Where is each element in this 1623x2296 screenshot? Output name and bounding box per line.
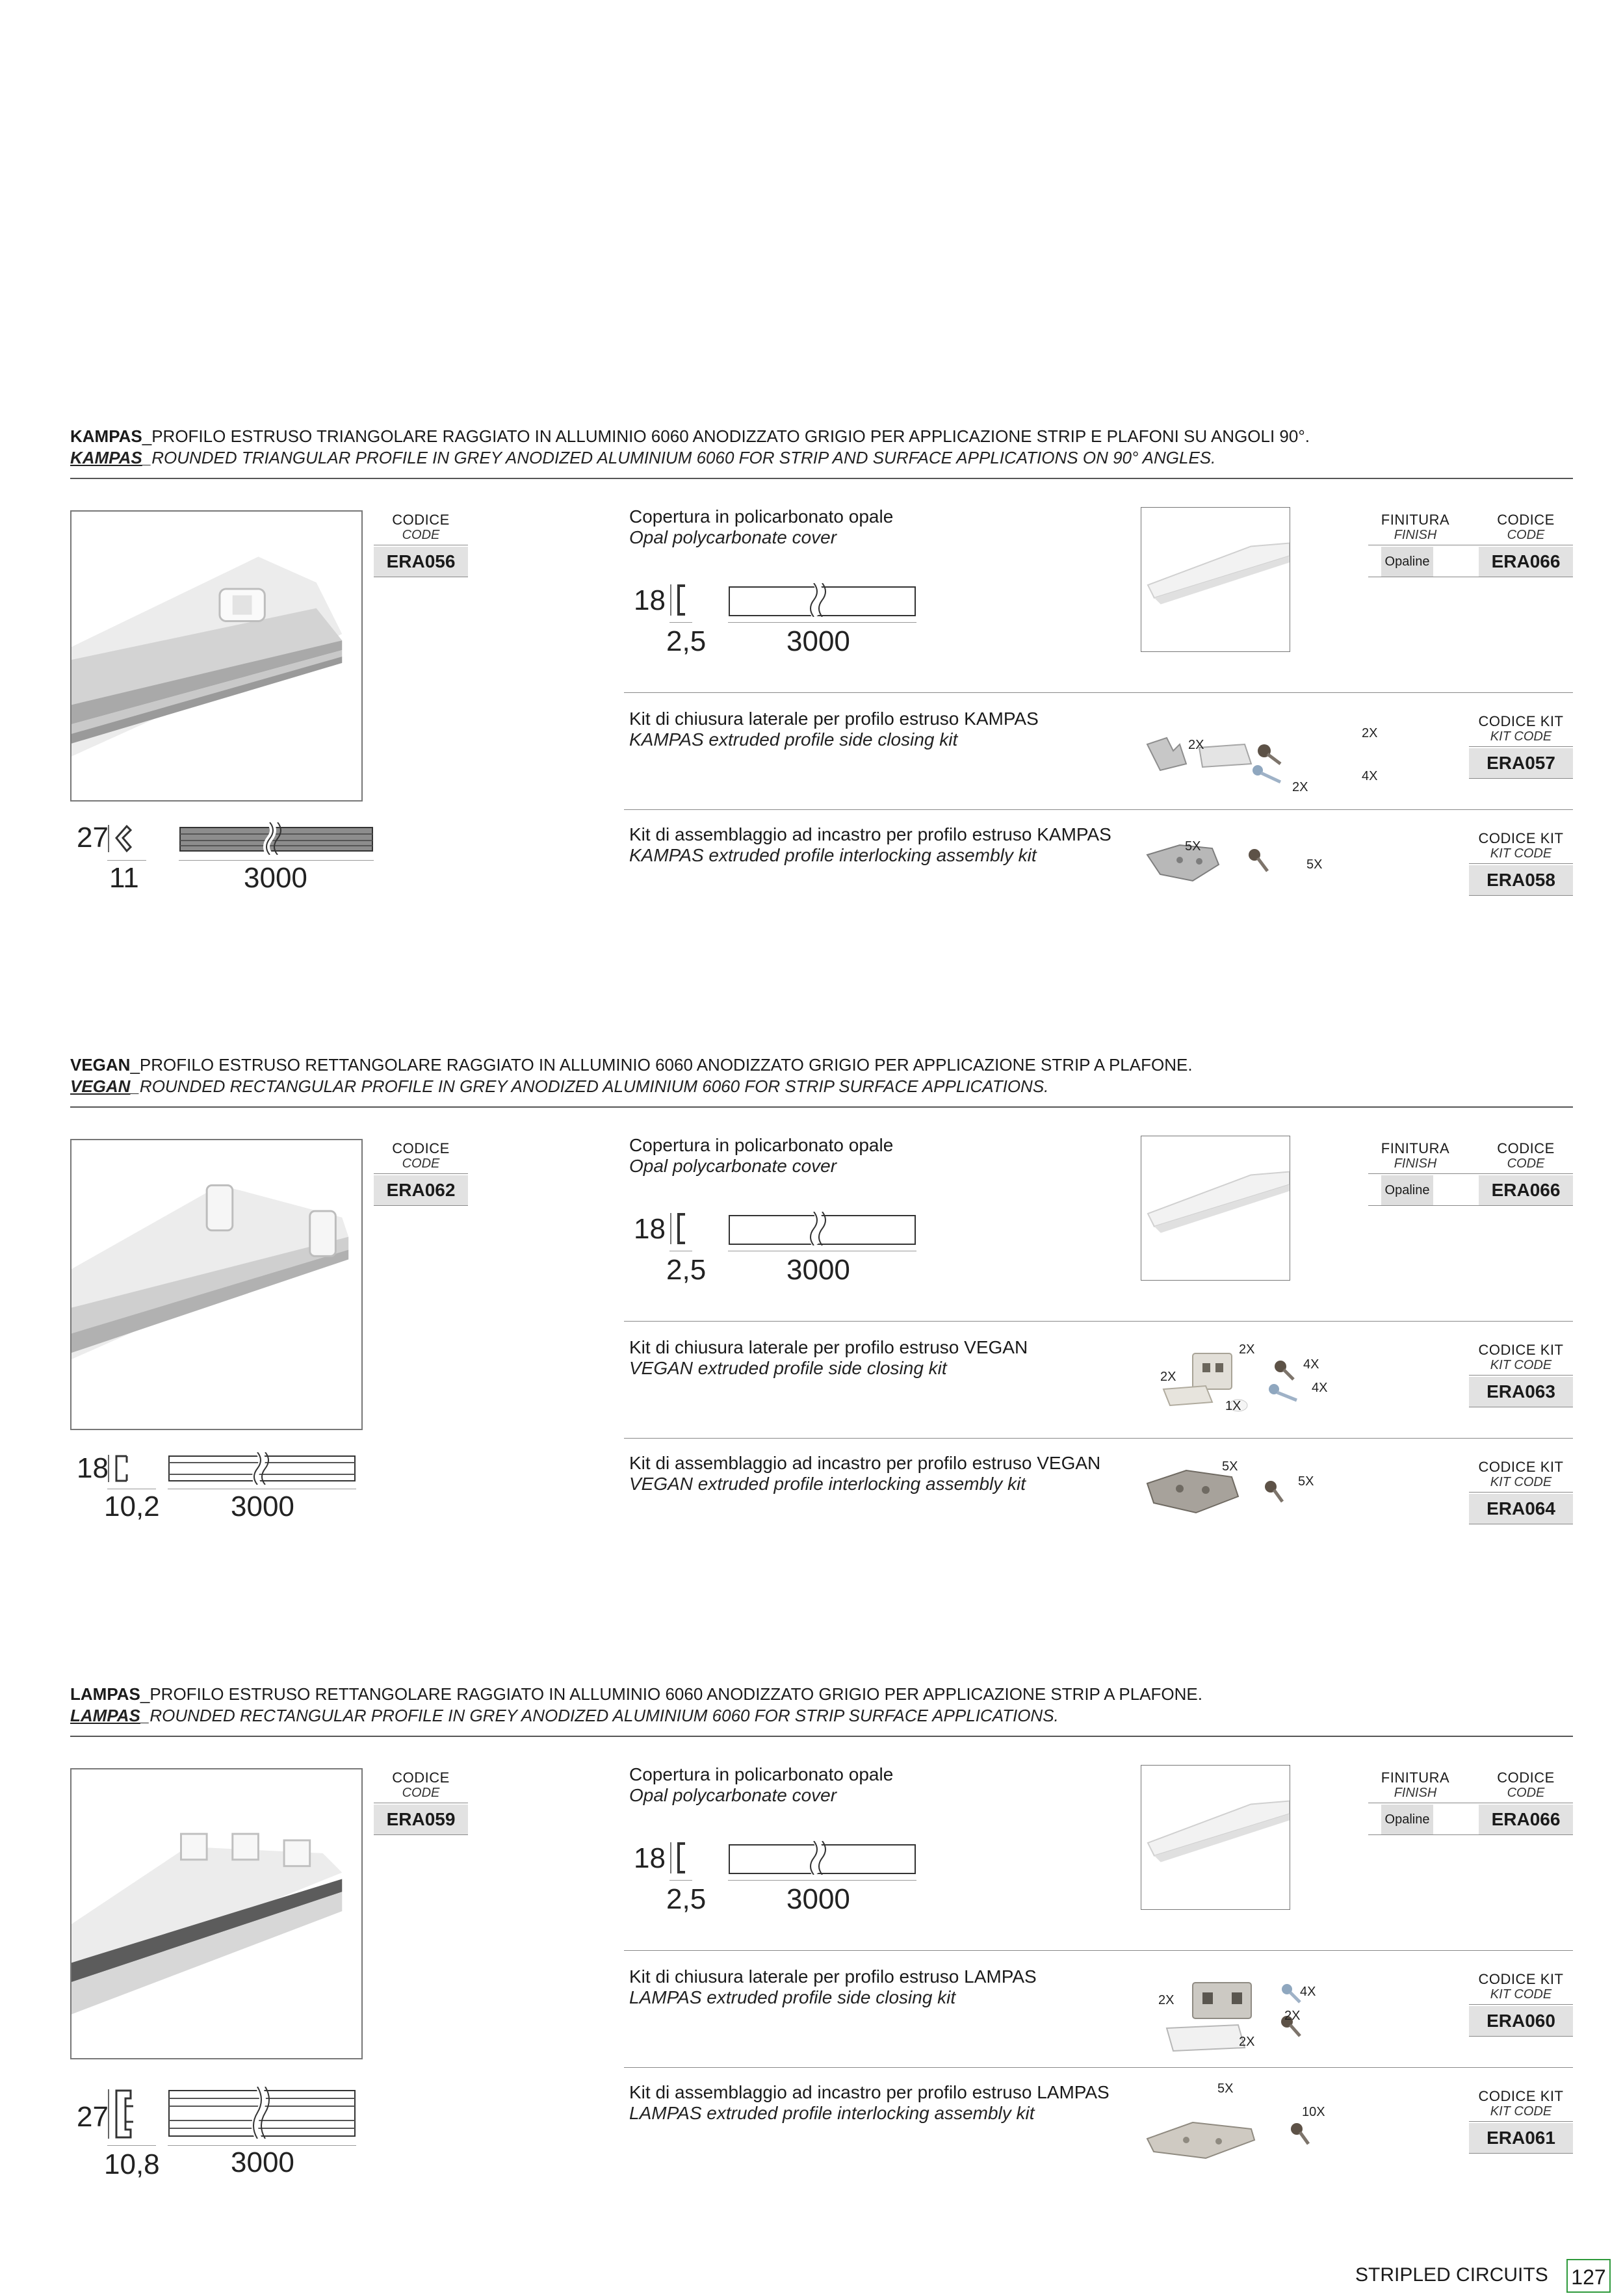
dim-length: 3000 xyxy=(231,1491,294,1522)
dim-height: 27 xyxy=(77,822,109,854)
kit1-qty-3: 2X xyxy=(1362,726,1378,740)
cover-photo xyxy=(1141,507,1290,652)
profile-length-drawing xyxy=(179,822,374,855)
kit1-qty-1: 2X xyxy=(1158,1993,1175,2007)
cover-code-table: FINITURA FINISH CODICE CODE Opaline ERA066 xyxy=(1368,1141,1573,1206)
closing-kit-image xyxy=(1141,725,1290,790)
code-table xyxy=(374,512,468,577)
kit1-code-table: CODICE KIT KIT CODE ERA060 xyxy=(1469,1972,1573,2037)
kit2-qty-2: 10X xyxy=(1302,2105,1325,2119)
assembly-kit-image xyxy=(1141,835,1290,887)
section-title-it: LAMPAS_PROFILO ESTRUSO RETTANGOLARE RAGGIATO IN ALLUMINIO 6060 ANODIZZATO GRIGIO PER APPLICAZIONE STRIP A PLAFONE. xyxy=(70,1684,1202,1704)
dim-width: 10,2 xyxy=(104,1491,160,1522)
cover-dim-length: 3000 xyxy=(786,1883,850,1915)
section-divider xyxy=(70,478,1573,479)
kampas-profile-image xyxy=(71,512,361,800)
section-title-en: LAMPAS_ROUNDED RECTANGULAR PROFILE IN GREY ANODIZED ALUMINIUM 6060 FOR STRIP SURFACE APPLICATIONS. xyxy=(70,1706,1059,1725)
kit2-desc-en: KAMPAS extruded profile interlocking assembly kit xyxy=(629,845,1037,865)
cover-desc-en: Opal polycarbonate cover xyxy=(629,527,837,547)
kit1-qty-4: 2X xyxy=(1239,2035,1255,2049)
kit1-desc-it: Kit di chiusura laterale per profilo estruso LAMPAS xyxy=(629,1966,1037,1987)
dim-length: 3000 xyxy=(231,2146,294,2178)
kit2-desc-en: VEGAN extruded profile interlocking assembly kit xyxy=(629,1474,1026,1494)
code-table: CODICE CODE ERA059 xyxy=(374,1770,468,1835)
section-title-en: KAMPAS_ROUNDED TRIANGULAR PROFILE IN GREY ANODIZED ALUMINIUM 6060 FOR STRIP AND SURFACE APPLICATIONS ON 90° ANGLES. xyxy=(70,448,1216,467)
kit2-desc-en: LAMPAS extruded profile interlocking assembly kit xyxy=(629,2103,1035,2123)
cover-dim-height: 18 xyxy=(634,1213,666,1245)
profile-section-icon xyxy=(107,2087,166,2142)
code-table: CODICE CODE ERA062 xyxy=(374,1141,468,1206)
finish-value: Opaline xyxy=(1381,1805,1433,1834)
finish-value: Opaline xyxy=(1381,1175,1433,1205)
kit1-qty-2: 4X xyxy=(1300,1985,1316,1999)
cover-dim-length: 3000 xyxy=(786,625,850,657)
cover-length-drawing xyxy=(728,583,916,617)
kit2-qty-2: 5X xyxy=(1298,1474,1314,1489)
cover-desc-it: Copertura in policarbonato opale xyxy=(629,506,894,527)
opal-cover-image xyxy=(1141,1766,1290,1909)
assembly-kit-image xyxy=(1141,2100,1323,2165)
profile-length-drawing xyxy=(168,1452,356,1485)
profile-section-icon xyxy=(107,1452,172,1485)
section-title-it: VEGAN_PROFILO ESTRUSO RETTANGOLARE RAGGIATO IN ALLUMINIO 6060 ANODIZZATO GRIGIO PER APPLICAZIONE STRIP A PLAFONE. xyxy=(70,1055,1193,1075)
section-vegan xyxy=(0,1054,1623,1548)
product-code: ERA062 xyxy=(374,1175,468,1205)
cover-dim-width: 2,5 xyxy=(666,1883,707,1915)
kit2-desc-it: Kit di assemblaggio ad incastro per profilo estruso KAMPAS xyxy=(629,824,1111,844)
page-number: 127 xyxy=(1566,2259,1611,2293)
section-divider xyxy=(70,1106,1573,1108)
kit1-qty-2: 2X xyxy=(1160,1370,1176,1384)
kit2-desc-it: Kit di assemblaggio ad incastro per profilo estruso VEGAN xyxy=(629,1453,1101,1473)
cover-photo xyxy=(1141,1765,1290,1910)
cover-photo xyxy=(1141,1136,1290,1281)
kit2-code: ERA061 xyxy=(1469,2123,1573,2153)
cover-section-icon xyxy=(669,1840,695,1876)
cover-code: ERA066 xyxy=(1479,1175,1573,1205)
dim-width: 11 xyxy=(109,862,139,894)
kit1-qty-4: 4X xyxy=(1312,1381,1328,1395)
cover-code: ERA066 xyxy=(1479,547,1573,577)
dim-length: 3000 xyxy=(244,862,307,894)
kit1-qty-1: 2X xyxy=(1188,738,1204,752)
profile-section-icon xyxy=(107,822,185,855)
cover-section-icon xyxy=(669,1210,695,1247)
kit1-qty-5: 1X xyxy=(1225,1399,1241,1413)
kit1-code: ERA060 xyxy=(1469,2006,1573,2036)
kit2-code-table: CODICE KIT KIT CODE ERA058 xyxy=(1469,831,1573,896)
kit1-desc-en: LAMPAS extruded profile side closing kit xyxy=(629,1987,956,2007)
cover-code-table: FINITURA FINISH CODICE CODE Opaline ERA066 xyxy=(1368,1770,1573,1835)
section-kampas xyxy=(0,426,1623,920)
cover-code-table xyxy=(1368,512,1573,577)
kit2-code: ERA064 xyxy=(1469,1494,1573,1524)
opal-cover-image xyxy=(1141,1136,1290,1280)
finish-header: FINITURA FINISH xyxy=(1381,512,1450,542)
kit1-qty-2: 2X xyxy=(1292,780,1308,794)
cover-length-drawing xyxy=(728,1841,916,1875)
opal-cover-image xyxy=(1141,508,1290,651)
cover-length-drawing xyxy=(728,1212,916,1246)
kit1-qty-3: 2X xyxy=(1284,2009,1301,2023)
cover-desc-en: Opal polycarbonate cover xyxy=(629,1156,837,1176)
kit2-code: ERA058 xyxy=(1469,865,1573,895)
kit2-code-table: CODICE KIT KIT CODE ERA061 xyxy=(1469,2089,1573,2154)
dim-width: 10,8 xyxy=(104,2148,160,2180)
kit1-code-table: CODICE KIT KIT CODE ERA063 xyxy=(1469,1342,1573,1407)
cover-desc-it: Copertura in policarbonato opale xyxy=(629,1135,894,1155)
vegan-profile-image xyxy=(71,1140,361,1429)
profile-photo xyxy=(70,1768,363,2059)
kit2-qty-1: 5X xyxy=(1217,2081,1234,2096)
kit1-code: ERA063 xyxy=(1469,1377,1573,1407)
kit2-qty-2: 5X xyxy=(1306,857,1323,872)
cover-dim-height: 18 xyxy=(634,584,666,616)
kit1-qty-4: 4X xyxy=(1362,769,1378,783)
kit1-code-table: CODICE KIT KIT CODE ERA057 xyxy=(1469,714,1573,779)
kit2-code-table: CODICE KIT KIT CODE ERA064 xyxy=(1469,1459,1573,1524)
kit1-qty-1: 2X xyxy=(1239,1342,1255,1357)
section-title-it: KAMPAS_PROFILO ESTRUSO TRIANGOLARE RAGGIATO IN ALLUMINIO 6060 ANODIZZATO GRIGIO PER APPLICAZIONE STRIP E PLAFONI SU ANGOLI 90°. xyxy=(70,426,1310,446)
section-divider xyxy=(70,1736,1573,1737)
kit2-desc-it: Kit di assemblaggio ad incastro per profilo estruso LAMPAS xyxy=(629,2082,1110,2102)
cover-section-icon xyxy=(669,582,695,618)
cover-dim-width: 2,5 xyxy=(666,1254,707,1286)
kit1-code: ERA057 xyxy=(1469,748,1573,778)
finish-value: Opaline xyxy=(1381,547,1433,577)
profile-photo xyxy=(70,1139,363,1430)
section-lampas xyxy=(0,1684,1623,2178)
cover-desc-en: Opal polycarbonate cover xyxy=(629,1785,837,1805)
product-code: ERA059 xyxy=(374,1805,468,1834)
dim-height: 27 xyxy=(77,2101,109,2133)
kit1-desc-it: Kit di chiusura laterale per profilo estruso VEGAN xyxy=(629,1337,1028,1357)
kit1-desc-en: VEGAN extruded profile side closing kit xyxy=(629,1358,947,1378)
lampas-profile-image xyxy=(71,1769,361,2058)
section-title-en: VEGAN_ROUNDED RECTANGULAR PROFILE IN GREY ANODIZED ALUMINIUM 6060 FOR STRIP SURFACE APPLICATIONS. xyxy=(70,1076,1049,1096)
cover-dim-height: 18 xyxy=(634,1842,666,1874)
cover-desc-it: Copertura in policarbonato opale xyxy=(629,1764,894,1784)
cover-dim-width: 2,5 xyxy=(666,625,707,657)
kit2-qty-1: 5X xyxy=(1185,839,1201,854)
kit1-desc-it: Kit di chiusura laterale per profilo estruso KAMPAS xyxy=(629,709,1039,729)
footer-label: STRIPLED CIRCUITS xyxy=(1355,2264,1548,2286)
profile-photo xyxy=(70,510,363,802)
cover-code: ERA066 xyxy=(1479,1805,1573,1834)
cover-dim-length: 3000 xyxy=(786,1254,850,1286)
kit1-qty-3: 4X xyxy=(1303,1357,1319,1372)
kit2-qty-1: 5X xyxy=(1222,1459,1238,1474)
profile-length-drawing xyxy=(168,2087,356,2139)
dim-height: 18 xyxy=(77,1452,109,1484)
kit1-desc-en: KAMPAS extruded profile side closing kit xyxy=(629,729,958,750)
product-code: ERA056 xyxy=(374,547,468,577)
code-header: CODICE CODE xyxy=(392,512,450,542)
code-header: CODICE CODE xyxy=(1497,512,1555,542)
